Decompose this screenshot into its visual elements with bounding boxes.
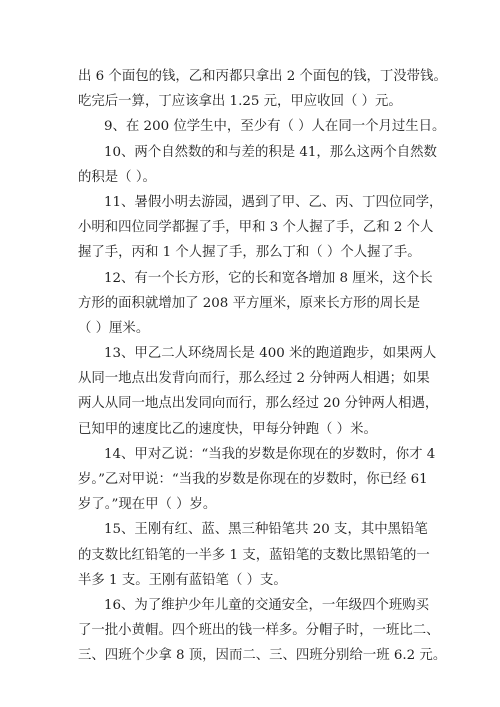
text-line: 岁。”乙对甲说：“当我的岁数是你现在的岁数时，你已经 61: [78, 472, 428, 487]
text-line: 11、暑假小明去游园，遇到了甲、乙、丙、丁四位同学，: [104, 194, 443, 210]
text-line: 14、甲对乙说：“当我的岁数是你现在的岁数时，你才 4: [104, 446, 436, 462]
text-line: 了一批小黄帽。四个班出的钱一样多。分帽子时，一班比二、: [78, 623, 440, 639]
text-line: 吃完后一算，丁应该拿出 1.25 元，甲应收回（ ）元。: [78, 94, 402, 110]
text-line: 半多 1 支。王刚有蓝铅笔（ ）支。: [78, 572, 287, 588]
text-line: 16、为了维护少年儿童的交通安全，一年级四个班购买: [104, 597, 430, 613]
text-line: 从同一地点出发背向而行，那么经过 2 分钟两人相遇；如果: [78, 371, 430, 387]
text-line: 方形的面积就增加了 208 平方厘米，原来长方形的周长是: [78, 295, 421, 311]
text-line: 握了手，丙和 1 个人握了手，那么丁和（ ）个人握了手。: [78, 245, 421, 261]
text-line: 的支数比红铅笔的一半多 1 支，蓝铅笔的支数比黑铅笔的一: [78, 547, 430, 563]
text-line: 已知甲的速度比乙的速度快，甲每分钟跑（ ）米。: [78, 421, 377, 437]
text-line: 15、王刚有红、蓝、黑三种铅笔共 20 支，其中黑铅笔: [104, 522, 428, 538]
text-line: 小明和四位同学都握了手，甲和 3 个人握了手，乙和 2 个人: [78, 220, 434, 236]
text-line: （ ）厘米。: [78, 320, 150, 336]
document-body: [78, 64, 447, 669]
text-line: 10、两个自然数的和与差的积是 41，那么这两个自然数: [104, 144, 437, 160]
text-line: 岁了。”现在甲（ ）岁。: [78, 497, 217, 513]
text-line: 出 6 个面包的钱，乙和丙都只拿出 2 个面包的钱，丁没带钱。: [78, 69, 447, 84]
text-line: 12、有一个长方形，它的长和宽各增加 8 厘米，这个长: [104, 270, 433, 286]
text-line: 9、在 200 位学生中，至少有（ ）人在同一个月过生日。: [104, 119, 446, 135]
text-line: 的积是（ ）。: [78, 169, 156, 185]
text-line: 三、四班个少拿 8 顶，因而二、三、四班分别给一班 6.2 元。: [78, 648, 447, 664]
text-line: 13、甲乙二人环绕周长是 400 米的跑道跑步，如果两人: [104, 346, 437, 362]
text-line: 两人从同一地点出发同向而行，那么经过 20 分钟两人相遇，: [78, 396, 439, 412]
